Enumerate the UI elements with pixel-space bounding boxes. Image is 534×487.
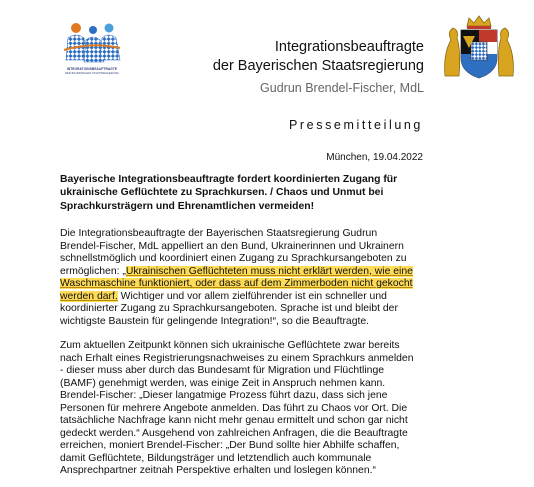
quote-continuation: Wichtiger und vor allem zielführender ist ein schneller und [117, 290, 387, 302]
paragraph-line: Zum aktuellen Zeitpunkt können sich ukrainische Geflüchtete zwar bereits [60, 340, 400, 351]
paragraph-line: koordinierter Zugang zu Sprachkursangeboten. Sprache ist und bleibt der [60, 303, 398, 314]
quote-intro: ermöglichen: „ [60, 265, 126, 277]
paragraph-line [60, 266, 478, 279]
paragraph-line [60, 278, 478, 291]
office-title [213, 38, 424, 76]
paragraph-1 [60, 228, 478, 328]
release-date: München, 19.04.2022 [326, 152, 423, 163]
paragraph-line: Brendel-Fischer, MdL appelliert an den Bund, Ukrainerinnen und Ukrainern [60, 240, 404, 252]
headline-line: Sprachkursträgern und Ehrenamtlichen vermeiden! [60, 200, 315, 212]
press-release-headline [60, 173, 478, 213]
logo-subtext: DER BAYERISCHEN STAATSREGIERUNG [65, 72, 119, 75]
highlighted-quote: werden darf. [60, 290, 118, 302]
logo-text: INTEGRATIONSBEAUFTRAGTE [66, 67, 118, 71]
office-title-line1: Integrationsbeauftragte [274, 39, 424, 55]
paragraph-line: damit Geflüchtete, Bildungsträger und letztendlich auch kommunale [60, 452, 372, 464]
paragraph-line: tatsächliche Nachfrage kann nicht mehr genau ermittelt und schon gar nicht [60, 415, 408, 426]
paragraph-2 [60, 340, 478, 478]
integrationsbeauftragte-logo [62, 20, 122, 76]
highlighted-quote: Waschmaschine funktioniert, oder dass auf dem Zimmerboden nicht gekocht [60, 278, 413, 289]
paragraph-line: erreichen, moniert Brendel-Fischer: „Der Bund sollte hier Abhilfe schaffen, [60, 440, 400, 451]
paragraph-line: schnellstmöglich und koordiniert einen Zugang zu Sprachkursangeboten zu [60, 253, 407, 264]
paragraph-line: (BAMF) genehmigt werden, was einige Zeit in Anspruch nehmen kann. [60, 377, 386, 389]
paragraph-line: Die Integrationsbeauftragte der Bayerischen Staatsregierung Gudrun [60, 228, 378, 239]
headline-line: ukrainische Geflüchtete zu Sprachkursen. / Chaos und Unmut bei [60, 187, 384, 199]
paragraph-line: Personen für mehrere Angebote anmelden. Das führt zu Chaos vor Ort. Die [60, 402, 408, 414]
paragraph-line: Brendel-Fischer: „Dieser langatmige Prozess führt dazu, dass sich jene [60, 390, 388, 401]
office-title-line2: der Bayerischen Staatsregierung [212, 58, 424, 74]
paragraph-line: - dieser muss aber durch das Bundesamt für Migration und Flüchtlinge [60, 365, 385, 376]
highlighted-quote: Ukrainischen Geflüchteten muss nicht erklärt werden, wie eine [125, 265, 413, 277]
lozenge-figure-icon [62, 20, 122, 66]
headline-line: Bayerische Integrationsbeauftragte fordert koordinierten Zugang für [60, 174, 398, 185]
paragraph-line: wichtigste Baustein für gelingende Integration!“, so die Beauftragte. [60, 315, 370, 327]
person-name: Gudrun Brendel-Fischer, MdL [260, 81, 424, 95]
paragraph-line [60, 291, 478, 304]
paragraph-line: nach Erhalt eines Registrierungsnachweises zu einem Sprachkurs anmelden [60, 352, 414, 364]
bavarian-coat-of-arms-icon [441, 14, 517, 80]
paragraph-line: Ansprechpartner zeitnah Perspektive erhalten und loslegen können.“ [60, 465, 376, 476]
document-type: Pressemitteilung [288, 118, 423, 132]
paragraph-line: gedeckt werden.“ Ausgehend von zahlreichen Anfragen, die die Beauftragte [60, 427, 408, 439]
